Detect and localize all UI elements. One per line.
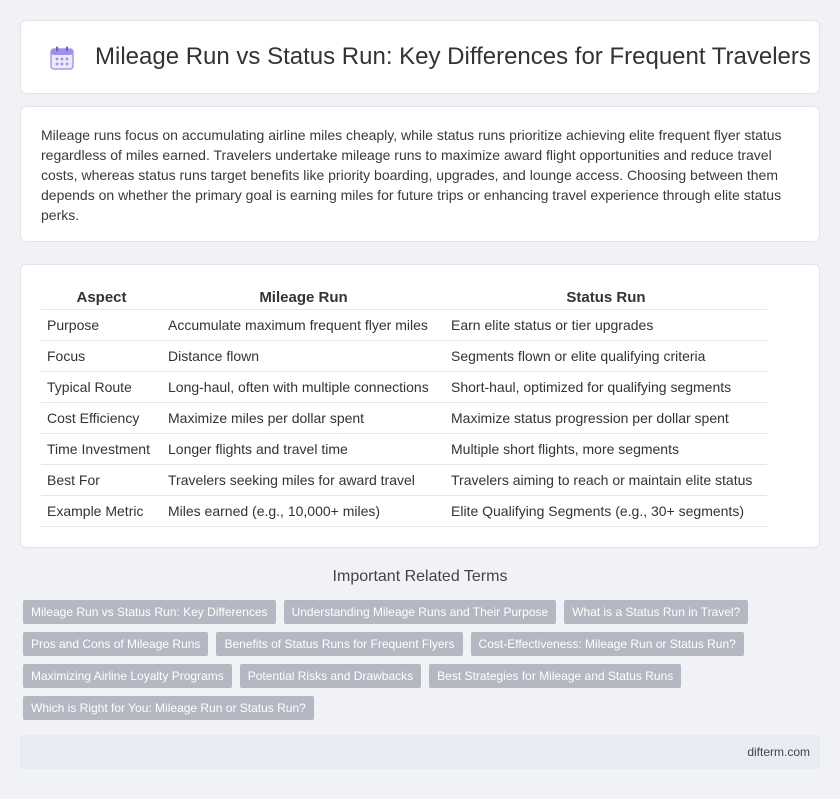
table-cell-aspect: Focus <box>41 340 162 371</box>
table-cell-mileage-run: Travelers seeking miles for award travel <box>162 464 445 495</box>
table-cell-aspect: Purpose <box>41 309 162 340</box>
related-term-link[interactable]: Best Strategies for Mileage and Status Runs <box>429 664 681 688</box>
table-cell-mileage-run: Accumulate maximum frequent flyer miles <box>162 309 445 340</box>
table-header-row <box>41 287 767 309</box>
table-cell-aspect: Cost Efficiency <box>41 402 162 433</box>
column-header-aspect: Aspect <box>41 287 162 309</box>
table-row <box>41 340 767 371</box>
table-cell-aspect: Time Investment <box>41 433 162 464</box>
table-cell-mileage-run: Miles earned (e.g., 10,000+ miles) <box>162 495 445 526</box>
intro-paragraph: Mileage runs focus on accumulating airline miles cheaply, while status runs prioritize achieving elite frequent flyer status regardless of miles earned. Travelers undertake mileage runs to maximize award flight opportunities and reduce travel costs, whereas status runs target benefits like priority boarding, upgrades, and lounge access. Choosing between them depends on whether the primary goal is earning miles for future trips or enhancing travel experience through elite status perks. <box>41 127 782 223</box>
related-term-link[interactable]: What is a Status Run in Travel? <box>564 600 748 624</box>
table-cell-mileage-run: Longer flights and travel time <box>162 433 445 464</box>
footer <box>20 735 820 769</box>
table-row <box>41 495 767 526</box>
calendar-icon <box>49 45 75 71</box>
related-term-link[interactable]: Pros and Cons of Mileage Runs <box>23 632 208 656</box>
table-cell-status-run: Earn elite status or tier upgrades <box>445 309 767 340</box>
table-cell-status-run: Multiple short flights, more segments <box>445 433 767 464</box>
related-term-link[interactable]: Cost-Effectiveness: Mileage Run or Status Run? <box>471 632 744 656</box>
table-row <box>41 402 767 433</box>
page-title: Mileage Run vs Status Run: Key Differences for Frequent Travelers <box>95 43 811 70</box>
comparison-card <box>20 264 820 548</box>
related-term-link[interactable]: Understanding Mileage Runs and Their Purpose <box>284 600 557 624</box>
related-term-link[interactable]: Which is Right for You: Mileage Run or Status Run? <box>23 696 314 720</box>
table-cell-aspect: Typical Route <box>41 371 162 402</box>
footer-brand: difterm.com <box>747 745 810 759</box>
comparison-table <box>41 287 767 527</box>
table-row <box>41 433 767 464</box>
intro-card <box>20 106 820 242</box>
header-card <box>20 20 820 94</box>
table-cell-mileage-run: Long-haul, often with multiple connections <box>162 371 445 402</box>
table-cell-aspect: Example Metric <box>41 495 162 526</box>
table-cell-status-run: Travelers aiming to reach or maintain elite status <box>445 464 767 495</box>
table-cell-mileage-run: Distance flown <box>162 340 445 371</box>
table-row <box>41 371 767 402</box>
column-header-status-run: Status Run <box>445 287 767 309</box>
table-cell-status-run: Short-haul, optimized for qualifying segments <box>445 371 767 402</box>
table-cell-status-run: Segments flown or elite qualifying criteria <box>445 340 767 371</box>
table-cell-aspect: Best For <box>41 464 162 495</box>
related-terms-heading: Important Related Terms <box>332 568 508 585</box>
related-terms-list <box>23 600 823 728</box>
table-row <box>41 309 767 340</box>
table-row <box>41 464 767 495</box>
related-term-link[interactable]: Potential Risks and Drawbacks <box>240 664 421 688</box>
table-cell-status-run: Maximize status progression per dollar spent <box>445 402 767 433</box>
related-term-link[interactable]: Benefits of Status Runs for Frequent Flyers <box>216 632 462 656</box>
column-header-mileage-run: Mileage Run <box>162 287 445 309</box>
table-cell-status-run: Elite Qualifying Segments (e.g., 30+ segments) <box>445 495 767 526</box>
related-term-link[interactable]: Maximizing Airline Loyalty Programs <box>23 664 232 688</box>
related-term-link[interactable]: Mileage Run vs Status Run: Key Differences <box>23 600 276 624</box>
table-cell-mileage-run: Maximize miles per dollar spent <box>162 402 445 433</box>
